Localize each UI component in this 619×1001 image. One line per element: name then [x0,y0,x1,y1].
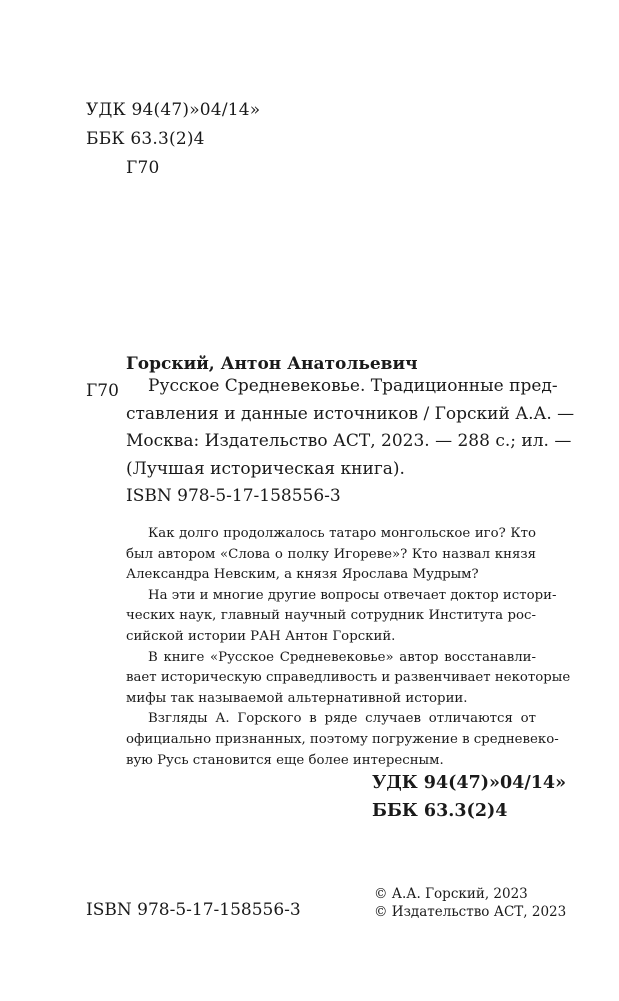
annotation-line: В книге «Русское Средневековье» автор восстанавли- [148,649,536,665]
annotation-line: официально признанных, поэтому погружение в средневеко- [126,731,559,747]
annotation-line: Взгляды А. Горского в ряде случаев отличаются от [148,711,536,727]
bbk-code-top: ББК 63.3(2)4 [86,129,205,149]
bib-line: (Лучшая историческая книга). [126,458,405,479]
annotation-line: мифы так называемой альтернативной истории. [126,690,468,706]
bbk-code-bottom: ББК 63.3(2)4 [372,801,508,821]
annotation-line: Как долго продолжалось татаро монгольское иго? Кто [148,526,536,541]
bib-line: Русское Средневековье. Традиционные пред- [148,376,558,396]
author-sign-top: Г70 [126,158,160,178]
udk-code-bottom: УДК 94(47)»04/14» [372,773,567,793]
annotation-line: вает историческую справедливость и развенчивает некоторые [126,670,571,686]
copyright-publisher: © Издательство АСТ, 2023 [374,904,567,920]
annotation-line: вую Русь становится еще более интересным. [126,752,444,768]
bib-line: ставления и данные источников / Горский А.А. — [126,403,575,424]
annotation-line: был автором «Слова о полку Игореве»? Кто назвал князя [126,546,536,562]
bibliographic-description [126,373,575,483]
isbn-record: ISBN 978-5-17-158556-3 [126,486,341,506]
annotation-line: Александра Невским, а князя Ярослава Мудрым? [126,567,479,583]
annotation-line: На эти и многие другие вопросы отвечает доктор истори- [148,587,557,603]
annotation-line: ческих наук, главный научный сотрудник Института рос- [126,608,536,624]
author-heading: Горский, Антон Анатольевич [126,354,418,374]
copyright-author: © А.А. Горский, 2023 [374,886,528,902]
author-sign: Г70 [86,381,119,401]
annotation-line: сийской истории РАН Антон Горский. [126,628,396,644]
isbn-bottom: ISBN 978-5-17-158556-3 [86,900,301,920]
bib-line: Москва: Издательство АСТ, 2023. — 288 с.; ил. — [126,431,572,451]
annotation [126,524,571,771]
udk-code-top: УДК 94(47)»04/14» [86,100,261,120]
